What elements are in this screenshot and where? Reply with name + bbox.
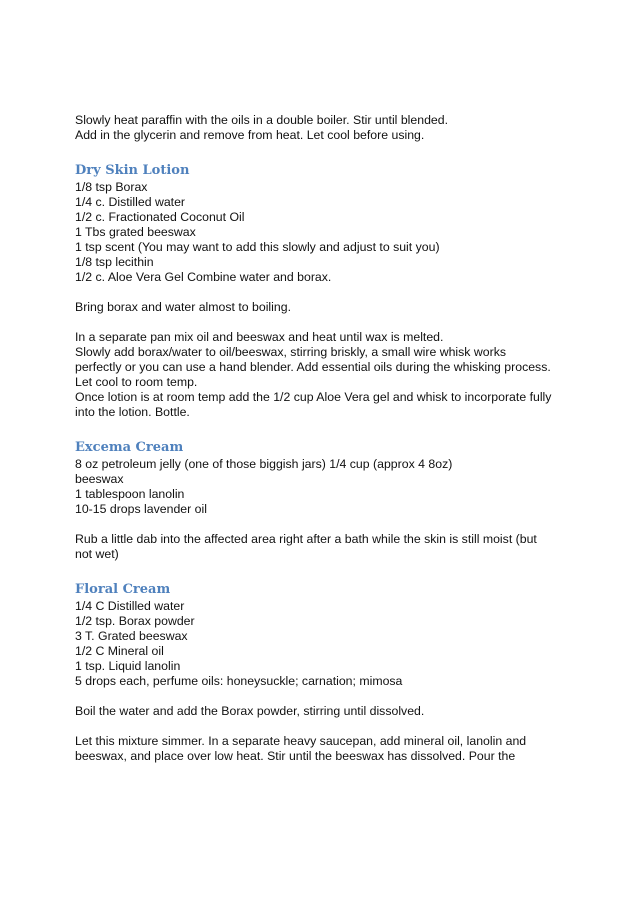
instruction-paragraph: [75, 300, 575, 315]
intro-line: Add in the glycerin and remove from heat. Let cool before using.: [75, 128, 425, 142]
ingredient-item: beeswax: [75, 472, 124, 486]
ingredient-item: 1/2 tsp. Borax powder: [75, 614, 195, 628]
intro-line: Slowly heat paraffin with the oils in a double boiler. Stir until blended.: [75, 113, 449, 127]
ingredient-item: 1/2 c. Fractionated Coconut Oil: [75, 210, 245, 224]
paragraph-line: Let cool to room temp.: [75, 375, 198, 389]
paragraph-line: into the lotion. Bottle.: [75, 405, 190, 419]
instruction-paragraph: [75, 330, 575, 420]
ingredient-item: 1/2 c. Aloe Vera Gel Combine water and borax.: [75, 270, 332, 284]
ingredient-item: 1 tablespoon lanolin: [75, 487, 185, 501]
section-heading: Dry Skin Lotion: [75, 163, 190, 178]
paragraph-line: Slowly add borax/water to oil/beeswax, stirring briskly, a small wire whisk works: [75, 345, 506, 359]
ingredient-item: 8 oz petroleum jelly (one of those biggish jars) 1/4 cup (approx 4 8oz): [75, 457, 453, 471]
paragraph-line: not wet): [75, 547, 119, 561]
paragraph-line: In a separate pan mix oil and beeswax and heat until wax is melted.: [75, 330, 444, 344]
ingredient-item: 1/2 C Mineral oil: [75, 644, 164, 658]
ingredient-list: [75, 180, 575, 285]
section-dry-skin-lotion: [75, 162, 575, 420]
ingredient-item: 1 Tbs grated beeswax: [75, 225, 196, 239]
section-heading: Floral Cream: [75, 582, 171, 597]
ingredient-item: 1/4 C Distilled water: [75, 599, 185, 613]
paragraph-line: beeswax, and place over low heat. Stir until the beeswax has dissolved. Pour the: [75, 749, 516, 763]
section-excema-cream: [75, 439, 575, 562]
intro-block: [75, 113, 575, 143]
ingredient-list: [75, 599, 575, 689]
paragraph-line: Bring borax and water almost to boiling.: [75, 300, 291, 314]
paragraph-line: Boil the water and add the Borax powder, stirring until dissolved.: [75, 704, 425, 718]
section-heading: Excema Cream: [75, 440, 184, 455]
ingredient-item: 5 drops each, perfume oils: honeysuckle; carnation; mimosa: [75, 674, 403, 688]
ingredient-item: 3 T. Grated beeswax: [75, 629, 188, 643]
paragraph-line: Rub a little dab into the affected area right after a bath while the skin is still moist (but: [75, 532, 537, 546]
ingredient-item: 1 tsp scent (You may want to add this slowly and adjust to suit you): [75, 240, 440, 254]
instruction-paragraph: [75, 734, 575, 764]
instruction-paragraph: [75, 532, 575, 562]
paragraph-line: Once lotion is at room temp add the 1/2 cup Aloe Vera gel and whisk to incorporate fully: [75, 390, 552, 404]
document-page: [75, 113, 575, 764]
ingredient-item: 1/8 tsp Borax: [75, 180, 148, 194]
section-floral-cream: [75, 581, 575, 764]
ingredient-list: [75, 457, 575, 517]
ingredient-item: 1/4 c. Distilled water: [75, 195, 186, 209]
instruction-paragraph: [75, 704, 575, 719]
ingredient-item: 1/8 tsp lecithin: [75, 255, 154, 269]
paragraph-line: Let this mixture simmer. In a separate heavy saucepan, add mineral oil, lanolin and: [75, 734, 527, 748]
ingredient-item: 10-15 drops lavender oil: [75, 502, 207, 516]
paragraph-line: perfectly or you can use a hand blender. Add essential oils during the whisking process.: [75, 360, 551, 374]
ingredient-item: 1 tsp. Liquid lanolin: [75, 659, 181, 673]
